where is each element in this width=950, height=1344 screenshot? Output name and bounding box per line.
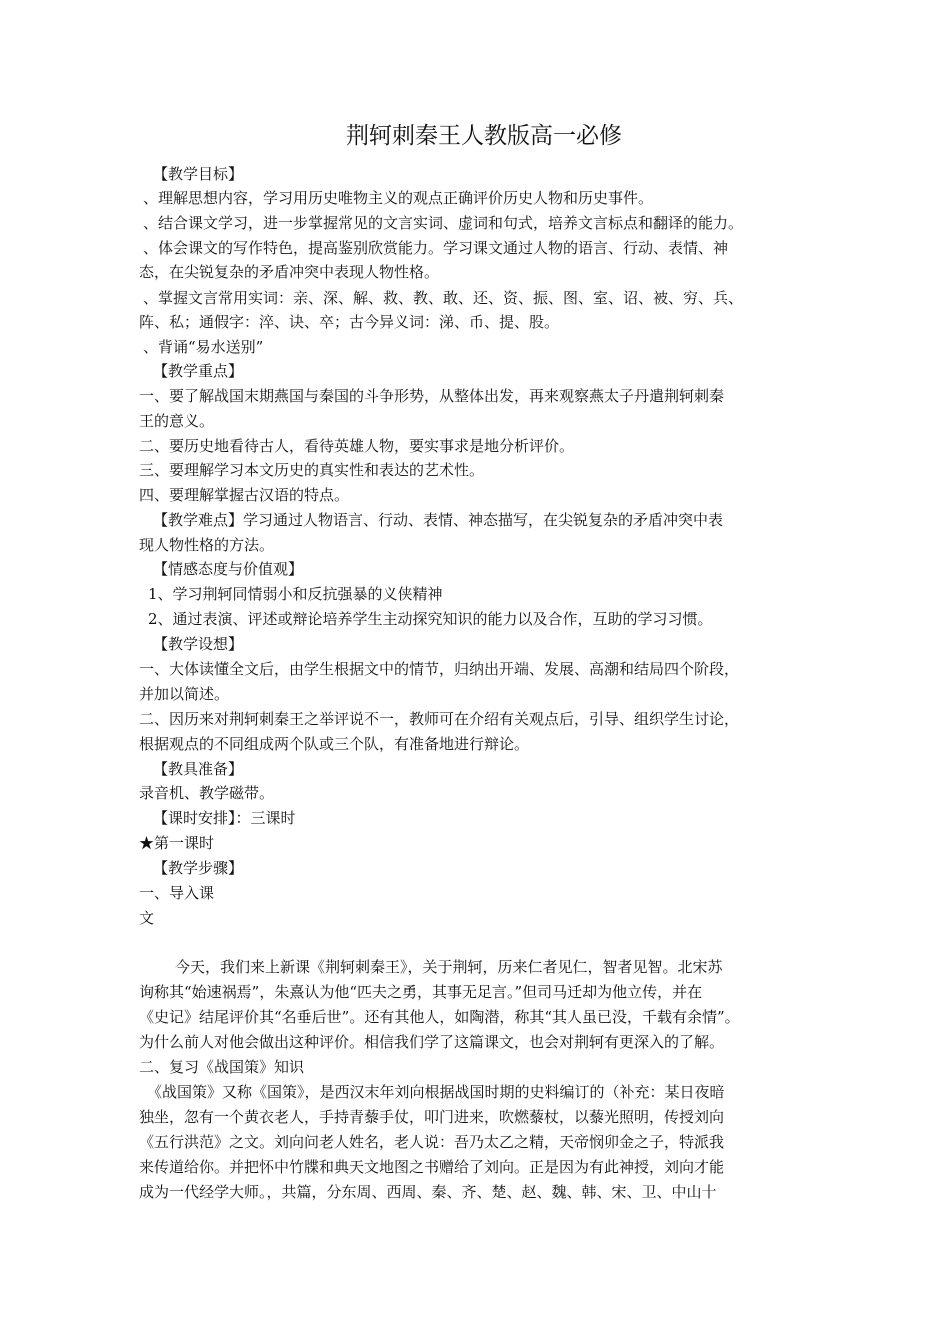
paragraph-line: 询称其“始速祸焉”，朱熹认为他“匹夫之勇，其事无足言。”但司马迁却为他立传，并在 — [139, 983, 703, 1001]
paragraph-line: 二、要历史地看待古人，看待英雄人物，要实事求是地分析评价。 — [139, 437, 575, 455]
paragraph-line: 《五行洪范》之文。刘向问老人姓名，老人说：吾乃太乙之精，天帝悯卯金之子，特派我 — [139, 1133, 725, 1151]
step-heading: 二、复习《战国策》知识 — [139, 1058, 305, 1076]
paragraph-line: 、背诵“易水送别” — [143, 338, 264, 356]
paragraph-line: 文 — [139, 909, 155, 927]
paragraph-line: 为什么前人对他会做出这种评价。相信我们学了这篇课文，也会对荆轲有更深入的了解。 — [139, 1033, 725, 1051]
paragraph-line: 现人物性格的方法。 — [139, 536, 275, 554]
paragraph-line: 今天，我们来上新课《荆轲刺秦王》，关于荆轲，历来仁者见仁，智者见智。北宋苏 — [175, 958, 723, 976]
paragraph-line: 、体会课文的写作特色，提高鉴别欣赏能力。学习课文通过人物的语言、行动、表情、神 — [143, 239, 729, 257]
section-heading-materials: 【教具准备】 — [153, 760, 244, 778]
paragraph-line: 录音机、教学磁带。 — [139, 784, 275, 802]
paragraph-line: 独坐，忽有一个黄衣老人，手持青藜手仗，叩门进来，吹燃藜杖，以藜光照明，传授刘向 — [139, 1108, 725, 1126]
section-heading-difficulties: 【教学难点】学习通过人物语言、行动、表情、神态描写，在尖锐复杂的矛盾冲突中表 — [153, 511, 724, 529]
paragraph-line: 四、要理解掌握古汉语的特点。 — [139, 486, 350, 504]
paragraph-line: 一、大体读懂全文后，由学生根据文中的情节，归纳出开端、发展、高潮和结局四个阶段， — [139, 660, 740, 678]
paragraph-line: 、结合课文学习，进一步掌握常见的文言实词、虚词和句式，培养文言标点和翻译的能力。 — [143, 214, 744, 232]
paragraph-line: 成为一代经学大师。，共篇，分东周、西周、秦、齐、楚、赵、魏、韩、宋、卫、中山十 — [139, 1183, 717, 1201]
paragraph-line: 态，在尖锐复杂的矛盾冲突中表现人物性格。 — [139, 263, 440, 281]
paragraph-line: 、掌握文言常用实词：亲、深、解、救、教、敢、还、资、振、图、室、诏、被、穷、兵、 — [143, 289, 744, 307]
step-heading: 一、导入课 — [139, 884, 215, 902]
paragraph-line: 来传道给你。并把怀中竹牒和典天文地图之书赠给了刘向。正是因为有此神授，刘向才能 — [139, 1158, 725, 1176]
section-heading-objectives: 【教学目标】 — [153, 165, 244, 183]
paragraph-line: 《战国策》又称《国策》，是西汉末年刘向根据战国时期的史料编订的（补充：某日夜暗 — [147, 1083, 725, 1101]
paragraph-line: 二、因历来对荆轲刺秦王之举评说不一，教师可在介绍有关观点后，引导、组织学生讨论， — [139, 710, 740, 728]
paragraph-line: 《史记》结尾评价其“名垂后世”。还有其他人，如陶潜，称其“其人虽已没，千载有余情”。 — [139, 1008, 740, 1026]
section-heading-teaching-plan: 【教学设想】 — [153, 635, 244, 653]
lesson-heading: ★第一课时 — [139, 834, 215, 852]
paragraph-line: 2、通过表演、评述或辩论培养学生主动探究知识的能力以及合作，互助的学习习惯。 — [148, 610, 713, 628]
section-heading-steps: 【教学步骤】 — [153, 859, 244, 877]
paragraph-line: 并加以简述。 — [139, 685, 230, 703]
paragraph-line: 阵、私；通假字：淬、诀、卒；古今异义词：涕、币、提、股。 — [139, 313, 560, 331]
section-heading-schedule: 【课时安排】：三课时 — [153, 809, 296, 827]
document-title: 荆轲刺秦王人教版高一必修 — [346, 123, 622, 149]
paragraph-line: 1、学习荆轲同情弱小和反抗强暴的义侠精神 — [148, 585, 443, 603]
paragraph-line: 三、要理解学习本文历史的真实性和表达的艺术性。 — [139, 461, 485, 479]
paragraph-line: 王的意义。 — [139, 412, 215, 430]
section-heading-key-points: 【教学重点】 — [153, 362, 244, 380]
paragraph-line: 一、要了解战国末期燕国与秦国的斗争形势，从整体出发，再来观察燕太子丹遣荆轲刺秦 — [139, 387, 725, 405]
section-heading-values: 【情感态度与价值观】 — [153, 560, 304, 578]
paragraph-line: 、理解思想内容，学习用历史唯物主义的观点正确评价历史人物和历史事件。 — [143, 189, 654, 207]
paragraph-line: 根据观点的不同组成两个队或三个队，有准备地进行辩论。 — [139, 735, 530, 753]
